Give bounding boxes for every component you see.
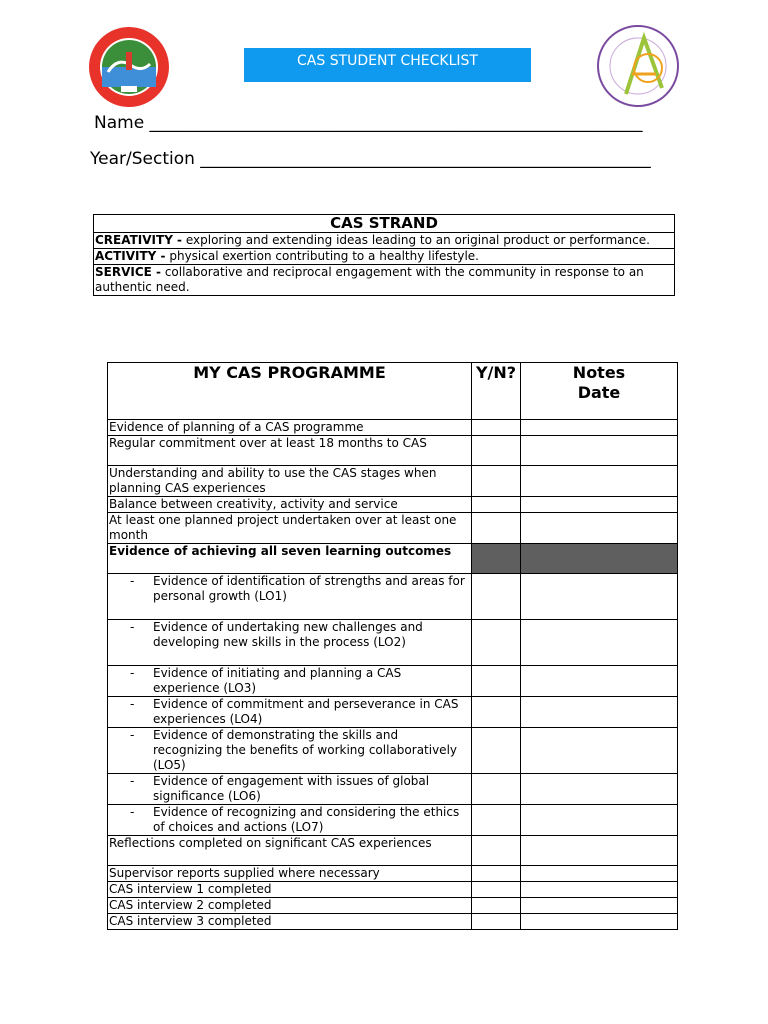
table-row — [108, 697, 678, 728]
table-row — [108, 513, 678, 544]
strand-desc: collaborative and reciprocal engagement with the community in response to an authentic need. — [95, 265, 644, 294]
item-label: At least one planned project undertaken over at least one month — [108, 513, 472, 544]
item-label: Balance between creativity, activity and service — [108, 497, 472, 513]
learning-outcomes-heading: Evidence of achieving all seven learning outcomes — [108, 544, 472, 574]
lo-label: Evidence of demonstrating the skills and recognizing the benefits of working collaboratively (LO5) — [153, 728, 458, 772]
shaded-cell — [472, 544, 521, 574]
item-label: CAS interview 1 completed — [108, 882, 472, 898]
yn-cell[interactable] — [472, 620, 521, 666]
lo-item — [108, 805, 472, 836]
notes-cell[interactable] — [521, 497, 678, 513]
table-row — [108, 544, 678, 574]
item-label: Understanding and ability to use the CAS stages when planning CAS experiences — [108, 466, 472, 497]
lo-label: Evidence of recognizing and considering the ethics of choices and actions (LO7) — [153, 805, 460, 834]
table-row — [108, 497, 678, 513]
shaded-cell — [521, 544, 678, 574]
notes-cell[interactable] — [521, 666, 678, 697]
notes-cell[interactable] — [521, 882, 678, 898]
notes-cell[interactable] — [521, 513, 678, 544]
notes-cell[interactable] — [521, 805, 678, 836]
yn-header: Y/N? — [472, 363, 521, 420]
table-row — [108, 836, 678, 866]
lo-item — [108, 620, 472, 666]
creativity-activity-service-logo — [596, 24, 680, 108]
lo-label: Evidence of undertaking new challenges and developing new skills in the process (LO2) — [153, 620, 423, 649]
item-label: Evidence of planning of a CAS programme — [108, 420, 472, 436]
yn-cell[interactable] — [472, 728, 521, 774]
dash-bullet: - — [130, 697, 135, 711]
strand-row-creativity — [94, 233, 675, 249]
table-row — [108, 620, 678, 666]
notes-cell[interactable] — [521, 898, 678, 914]
yn-cell[interactable] — [472, 898, 521, 914]
programme-header: MY CAS PROGRAMME — [108, 363, 472, 420]
strand-desc: physical exertion contributing to a healthy lifestyle. — [165, 249, 479, 263]
yn-cell[interactable] — [472, 697, 521, 728]
lo-item — [108, 697, 472, 728]
checklist-title: CAS STUDENT CHECKLIST — [244, 48, 531, 82]
cas-programme-table — [107, 362, 678, 930]
table-row — [108, 898, 678, 914]
yn-cell[interactable] — [472, 436, 521, 466]
dash-bullet: - — [130, 774, 135, 788]
notes-cell[interactable] — [521, 774, 678, 805]
name-field-label: Name __________________________________________________________ — [94, 113, 643, 133]
strand-row-activity — [94, 249, 675, 265]
yn-cell[interactable] — [472, 866, 521, 882]
lo-item — [108, 666, 472, 697]
dash-bullet: - — [130, 574, 135, 588]
lo-item — [108, 774, 472, 805]
table-row — [108, 774, 678, 805]
notes-cell[interactable] — [521, 420, 678, 436]
dash-bullet: - — [130, 620, 135, 634]
dash-bullet: - — [130, 666, 135, 680]
strand-term: SERVICE - — [95, 265, 161, 279]
dash-bullet: - — [130, 728, 135, 742]
table-row — [108, 882, 678, 898]
table-row — [108, 666, 678, 697]
lo-item — [108, 574, 472, 620]
date-header-label: Date — [577, 383, 621, 402]
table-row — [108, 914, 678, 930]
strand-term: ACTIVITY - — [95, 249, 166, 263]
notes-cell[interactable] — [521, 620, 678, 666]
year-section-field-label: Year/Section _____________________________________________________ — [90, 149, 651, 169]
school-seal-logo — [88, 26, 170, 108]
yn-cell[interactable] — [472, 836, 521, 866]
yn-cell[interactable] — [472, 882, 521, 898]
yn-cell[interactable] — [472, 574, 521, 620]
notes-cell[interactable] — [521, 914, 678, 930]
strand-row-service — [94, 265, 675, 296]
cas-strand-table — [93, 214, 675, 296]
yn-cell[interactable] — [472, 774, 521, 805]
strand-term: CREATIVITY - — [95, 233, 183, 247]
notes-cell[interactable] — [521, 574, 678, 620]
notes-header-label: Notes — [572, 363, 626, 382]
table-row — [108, 420, 678, 436]
yn-cell[interactable] — [472, 466, 521, 497]
notes-cell[interactable] — [521, 728, 678, 774]
notes-cell[interactable] — [521, 466, 678, 497]
notes-cell[interactable] — [521, 436, 678, 466]
table-row — [108, 574, 678, 620]
yn-cell[interactable] — [472, 513, 521, 544]
notes-cell[interactable] — [521, 697, 678, 728]
yn-cell[interactable] — [472, 420, 521, 436]
notes-cell[interactable] — [521, 866, 678, 882]
yn-cell[interactable] — [472, 497, 521, 513]
table-row — [108, 466, 678, 497]
yn-cell[interactable] — [472, 666, 521, 697]
lo-label: Evidence of identification of strengths and areas for personal growth (LO1) — [153, 574, 465, 603]
yn-cell[interactable] — [472, 914, 521, 930]
lo-item — [108, 728, 472, 774]
item-label: Regular commitment over at least 18 months to CAS — [108, 436, 472, 466]
item-label: Supervisor reports supplied where necessary — [108, 866, 472, 882]
notes-cell[interactable] — [521, 836, 678, 866]
lo-label: Evidence of engagement with issues of global significance (LO6) — [153, 774, 430, 803]
item-label: CAS interview 3 completed — [108, 914, 472, 930]
item-label: Reflections completed on significant CAS experiences — [108, 836, 472, 866]
item-label: CAS interview 2 completed — [108, 898, 472, 914]
lo-label: Evidence of commitment and perseverance in CAS experiences (LO4) — [153, 697, 459, 726]
strand-heading: CAS STRAND — [94, 215, 675, 233]
notes-date-header — [521, 363, 678, 420]
table-row — [108, 866, 678, 882]
table-row — [108, 805, 678, 836]
dash-bullet: - — [130, 805, 135, 819]
yn-cell[interactable] — [472, 805, 521, 836]
table-row — [108, 728, 678, 774]
strand-desc: exploring and extending ideas leading to an original product or performance. — [182, 233, 650, 247]
lo-label: Evidence of initiating and planning a CAS experience (LO3) — [153, 666, 402, 695]
table-row — [108, 436, 678, 466]
